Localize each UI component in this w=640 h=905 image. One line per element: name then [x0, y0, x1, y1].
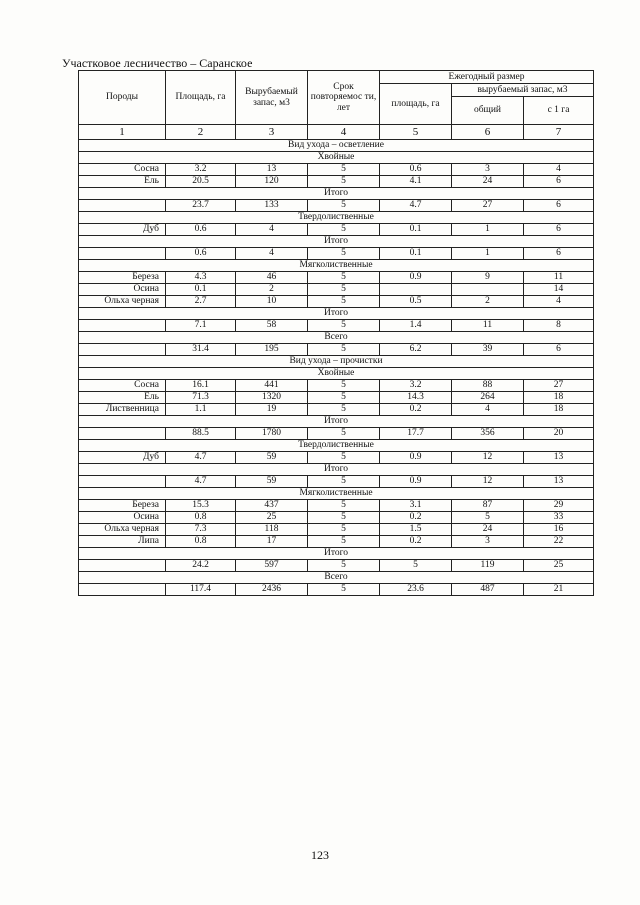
cell-species: Береза: [79, 272, 166, 284]
cell-annual-per-ha: 4: [524, 296, 594, 308]
cell-area: 7.1: [166, 320, 236, 332]
cell-annual-total: 88: [452, 380, 524, 392]
cell-volume: 25: [236, 512, 308, 524]
section-label: Итого: [79, 308, 594, 320]
cell-volume: 17: [236, 536, 308, 548]
cell-species: [79, 584, 166, 596]
cell-period: 5: [308, 164, 380, 176]
cell-area: 20.5: [166, 176, 236, 188]
cell-annual-per-ha: 6: [524, 344, 594, 356]
cell-volume: 1320: [236, 392, 308, 404]
cell-annual-area: 17.7: [380, 428, 452, 440]
cell-volume: 59: [236, 476, 308, 488]
cell-annual-total: 12: [452, 476, 524, 488]
cell-species: Осина: [79, 512, 166, 524]
cell-annual-area: 6.2: [380, 344, 452, 356]
cell-period: 5: [308, 284, 380, 296]
cell-area: 4.3: [166, 272, 236, 284]
cell-species: [79, 476, 166, 488]
cell-volume: 120: [236, 176, 308, 188]
cell-volume: 133: [236, 200, 308, 212]
cell-annual-per-ha: 11: [524, 272, 594, 284]
table-row: [79, 452, 594, 464]
cell-annual-area: 0.5: [380, 296, 452, 308]
section-row: [79, 236, 594, 248]
cell-area: 2.7: [166, 296, 236, 308]
table-row: [79, 428, 594, 440]
section-row: [79, 356, 594, 368]
section-label: Итого: [79, 188, 594, 200]
table-row: [79, 476, 594, 488]
col-header-annual: Ежегодный размер: [380, 71, 594, 84]
cell-annual-area: 0.6: [380, 164, 452, 176]
cell-area: 0.8: [166, 536, 236, 548]
cell-annual-per-ha: 25: [524, 560, 594, 572]
cell-volume: 2436: [236, 584, 308, 596]
section-label: Мягколиственные: [79, 260, 594, 272]
table-row: [79, 344, 594, 356]
cell-annual-per-ha: 13: [524, 476, 594, 488]
col-header-annual-total: общий: [452, 97, 524, 125]
cell-volume: 597: [236, 560, 308, 572]
section-label: Хвойные: [79, 152, 594, 164]
table-row: [79, 296, 594, 308]
section-row: [79, 212, 594, 224]
cell-area: 4.7: [166, 452, 236, 464]
cell-species: Ель: [79, 392, 166, 404]
cell-annual-total: [452, 284, 524, 296]
cell-area: 24.2: [166, 560, 236, 572]
cell-area: 4.7: [166, 476, 236, 488]
table-row: [79, 560, 594, 572]
cell-species: Лиственница: [79, 404, 166, 416]
cell-annual-total: 24: [452, 176, 524, 188]
cell-species: Осина: [79, 284, 166, 296]
cell-annual-per-ha: 18: [524, 392, 594, 404]
cell-annual-per-ha: 22: [524, 536, 594, 548]
cell-annual-total: 3: [452, 536, 524, 548]
table-body: [79, 140, 594, 596]
cell-annual-total: 5: [452, 512, 524, 524]
cell-species: [79, 320, 166, 332]
cell-volume: 2: [236, 284, 308, 296]
cell-volume: 19: [236, 404, 308, 416]
cell-species: Ольха черная: [79, 296, 166, 308]
cell-species: Береза: [79, 500, 166, 512]
cell-annual-area: 4.7: [380, 200, 452, 212]
cell-annual-per-ha: 6: [524, 224, 594, 236]
col-number: 2: [166, 125, 236, 140]
section-label: Итого: [79, 548, 594, 560]
cell-period: 5: [308, 428, 380, 440]
cell-annual-area: 0.1: [380, 224, 452, 236]
section-row: [79, 488, 594, 500]
page-number: 123: [311, 848, 329, 862]
cell-annual-per-ha: 27: [524, 380, 594, 392]
cell-area: 31.4: [166, 344, 236, 356]
cell-annual-total: 11: [452, 320, 524, 332]
cell-area: 1.1: [166, 404, 236, 416]
col-header-period: Срок повторяемос ти, лет: [308, 71, 380, 125]
cell-annual-per-ha: 33: [524, 512, 594, 524]
cell-volume: 1780: [236, 428, 308, 440]
cell-annual-per-ha: 29: [524, 500, 594, 512]
cell-annual-total: 9: [452, 272, 524, 284]
col-header-annual-area: площадь, га: [380, 84, 452, 125]
table-row: [79, 392, 594, 404]
section-row: [79, 368, 594, 380]
table-row: [79, 584, 594, 596]
section-row: [79, 140, 594, 152]
cell-annual-area: 0.9: [380, 452, 452, 464]
section-label: Итого: [79, 236, 594, 248]
cell-annual-area: 5: [380, 560, 452, 572]
cell-period: 5: [308, 176, 380, 188]
col-header-annual-volume: вырубаемый запас, м3: [452, 84, 594, 97]
cell-volume: 4: [236, 248, 308, 260]
section-row: [79, 416, 594, 428]
cell-annual-total: 487: [452, 584, 524, 596]
section-row: [79, 548, 594, 560]
section-label: Твердолиственные: [79, 440, 594, 452]
col-number: 3: [236, 125, 308, 140]
col-number: 6: [452, 125, 524, 140]
cell-period: 5: [308, 512, 380, 524]
felling-table: [78, 70, 594, 596]
cell-period: 5: [308, 500, 380, 512]
table-row: [79, 512, 594, 524]
cell-annual-total: 12: [452, 452, 524, 464]
cell-annual-total: 39: [452, 344, 524, 356]
cell-period: 5: [308, 584, 380, 596]
table-row: [79, 320, 594, 332]
cell-species: Ольха черная: [79, 524, 166, 536]
section-row: [79, 332, 594, 344]
cell-annual-area: 1.5: [380, 524, 452, 536]
section-label: Всего: [79, 572, 594, 584]
section-row: [79, 188, 594, 200]
cell-volume: 4: [236, 224, 308, 236]
cell-species: [79, 248, 166, 260]
cell-period: 5: [308, 320, 380, 332]
cell-annual-area: 0.2: [380, 536, 452, 548]
col-header-annual-per-ha: с 1 га: [524, 97, 594, 125]
cell-volume: 13: [236, 164, 308, 176]
cell-annual-area: 3.1: [380, 500, 452, 512]
cell-volume: 441: [236, 380, 308, 392]
page-title: Участковое лесничество – Саранское: [62, 56, 253, 70]
cell-species: [79, 344, 166, 356]
cell-species: Дуб: [79, 224, 166, 236]
cell-annual-area: 0.9: [380, 476, 452, 488]
cell-period: 5: [308, 536, 380, 548]
col-number: 4: [308, 125, 380, 140]
cell-annual-area: 0.9: [380, 272, 452, 284]
cell-annual-area: 0.1: [380, 248, 452, 260]
section-label: Твердолиственные: [79, 212, 594, 224]
table-row: [79, 536, 594, 548]
cell-area: 16.1: [166, 380, 236, 392]
cell-annual-area: [380, 284, 452, 296]
cell-annual-total: 2: [452, 296, 524, 308]
cell-area: 23.7: [166, 200, 236, 212]
col-number: 5: [380, 125, 452, 140]
cell-period: 5: [308, 248, 380, 260]
cell-period: 5: [308, 272, 380, 284]
cell-species: Липа: [79, 536, 166, 548]
cell-volume: 437: [236, 500, 308, 512]
cell-area: 3.2: [166, 164, 236, 176]
section-row: [79, 260, 594, 272]
cell-species: Сосна: [79, 164, 166, 176]
cell-annual-area: 0.2: [380, 404, 452, 416]
table-row: [79, 380, 594, 392]
cell-volume: 59: [236, 452, 308, 464]
col-number: 7: [524, 125, 594, 140]
table-row: [79, 272, 594, 284]
cell-annual-total: 1: [452, 224, 524, 236]
section-label: Итого: [79, 464, 594, 476]
cell-annual-area: 23.6: [380, 584, 452, 596]
cell-annual-per-ha: 14: [524, 284, 594, 296]
cell-species: [79, 428, 166, 440]
table-row: [79, 176, 594, 188]
section-row: [79, 440, 594, 452]
table-row: [79, 200, 594, 212]
col-header-area: Площадь, га: [166, 71, 236, 125]
cell-annual-per-ha: 8: [524, 320, 594, 332]
cell-annual-total: 24: [452, 524, 524, 536]
table-row: [79, 404, 594, 416]
cell-annual-per-ha: 6: [524, 176, 594, 188]
cell-annual-per-ha: 20: [524, 428, 594, 440]
cell-species: [79, 560, 166, 572]
cell-annual-area: 14.3: [380, 392, 452, 404]
cell-annual-total: 3: [452, 164, 524, 176]
cell-annual-total: 87: [452, 500, 524, 512]
cell-species: [79, 200, 166, 212]
section-label: Всего: [79, 332, 594, 344]
cell-volume: 46: [236, 272, 308, 284]
cell-annual-per-ha: 21: [524, 584, 594, 596]
cell-annual-area: 3.2: [380, 380, 452, 392]
cell-area: 0.1: [166, 284, 236, 296]
table-row: [79, 164, 594, 176]
cell-period: 5: [308, 296, 380, 308]
col-number: 1: [79, 125, 166, 140]
cell-period: 5: [308, 344, 380, 356]
cell-volume: 118: [236, 524, 308, 536]
cell-volume: 58: [236, 320, 308, 332]
section-row: [79, 152, 594, 164]
cell-area: 0.6: [166, 248, 236, 260]
cell-annual-per-ha: 6: [524, 248, 594, 260]
cell-annual-per-ha: 13: [524, 452, 594, 464]
table-row: [79, 248, 594, 260]
cell-area: 71.3: [166, 392, 236, 404]
cell-period: 5: [308, 476, 380, 488]
cell-area: 7.3: [166, 524, 236, 536]
cell-area: 0.8: [166, 512, 236, 524]
col-header-volume: Вырубаемый запас, м3: [236, 71, 308, 125]
section-row: [79, 572, 594, 584]
section-row: [79, 464, 594, 476]
cell-annual-per-ha: 18: [524, 404, 594, 416]
cell-area: 117.4: [166, 584, 236, 596]
cell-volume: 10: [236, 296, 308, 308]
cell-annual-total: 1: [452, 248, 524, 260]
cell-annual-area: 4.1: [380, 176, 452, 188]
table-row: [79, 224, 594, 236]
cell-annual-total: 4: [452, 404, 524, 416]
cell-period: 5: [308, 392, 380, 404]
cell-period: 5: [308, 404, 380, 416]
cell-annual-area: 0.2: [380, 512, 452, 524]
table-row: [79, 524, 594, 536]
cell-annual-per-ha: 4: [524, 164, 594, 176]
table-row: [79, 284, 594, 296]
cell-annual-total: 119: [452, 560, 524, 572]
section-row: [79, 308, 594, 320]
cell-area: 88.5: [166, 428, 236, 440]
cell-period: 5: [308, 524, 380, 536]
cell-period: 5: [308, 560, 380, 572]
cell-annual-total: 356: [452, 428, 524, 440]
cell-species: Сосна: [79, 380, 166, 392]
cell-annual-total: 27: [452, 200, 524, 212]
section-label: Мягколиственные: [79, 488, 594, 500]
section-label: Хвойные: [79, 368, 594, 380]
col-header-species: Породы: [79, 71, 166, 125]
cell-period: 5: [308, 380, 380, 392]
cell-annual-total: 264: [452, 392, 524, 404]
cell-period: 5: [308, 452, 380, 464]
cell-species: Дуб: [79, 452, 166, 464]
cell-area: 15.3: [166, 500, 236, 512]
cell-volume: 195: [236, 344, 308, 356]
cell-annual-per-ha: 16: [524, 524, 594, 536]
table-row: [79, 500, 594, 512]
section-label: Вид ухода – осветление: [79, 140, 594, 152]
section-label: Вид ухода – прочистки: [79, 356, 594, 368]
cell-annual-per-ha: 6: [524, 200, 594, 212]
cell-annual-area: 1.4: [380, 320, 452, 332]
cell-period: 5: [308, 224, 380, 236]
cell-period: 5: [308, 200, 380, 212]
cell-species: Ель: [79, 176, 166, 188]
cell-area: 0.6: [166, 224, 236, 236]
section-label: Итого: [79, 416, 594, 428]
